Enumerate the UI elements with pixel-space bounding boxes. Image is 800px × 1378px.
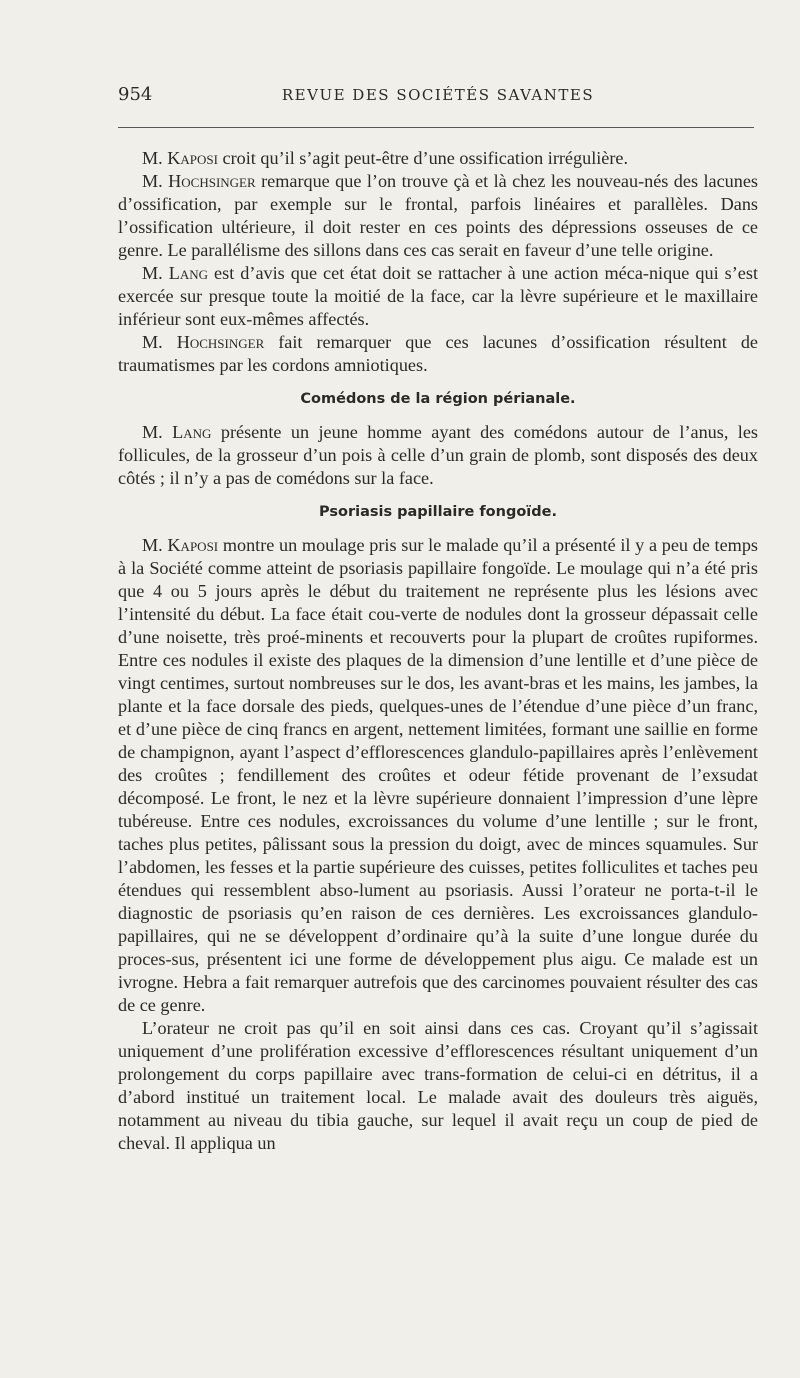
page-number: 954 bbox=[118, 84, 153, 105]
paragraph: M. Hochsinger fait remarquer que ces lacunes d’ossification résultent de traumatismes par les cordons amniotiques. bbox=[118, 332, 758, 375]
section-heading: Comédons de la région périanale. bbox=[300, 391, 576, 407]
page-header bbox=[118, 84, 758, 114]
paragraph: M. Kaposi montre un moulage pris sur le malade qu’il a présenté il y a peu de temps à la Société comme atteint de psoriasis papillaire fongoïde. Le moulage qui n’a été pris que 4 ou 5 jours après le début du traitement ne représente plus les lésions avec l’intensité du début. La face était cou-verte de nodules dont la grosseur dépassait celle d’une noisette, très proé-minents et recouverts pour la plupart de croûtes rupiformes. Entre ces nodules il existe des plaques de la dimension d’une lentille et d’une pièce de vingt centimes, surtout nombreuses sur le dos, les avant-bras et les mains, les jambes, la plante et la face dorsale des pieds, quelques-unes de l’étendue d’une pièce d’un franc, et d’une pièce de cinq francs en argent, nettement limitées, formant une saillie en forme de champignon, ayant l’aspect d’efflorescences glandulo-papillaires après l’enlèvement des croûtes ; fendillement des croûtes et odeur fétide provenant de l’exsudat décomposé. Le front, le nez et la lèvre supérieure donnaient l’impression d’une lèpre tubéreuse. Entre ces nodules, excroissances du volume d’une lentille ; sur le front, taches plus petites, pâlissant sous la pression du doigt, avec de minces squamules. Sur l’abdomen, les fesses et la partie supérieure des cuisses, petites folliculites et taches peu étendues qui ressemblent abso-lument au psoriasis. Aussi l’orateur ne porta-t-il le diagnostic de psoriasis qu’en raison de ces dernières. Les excroissances glandulo-papillaires, qui ne se développent d’ordinaire qu’à la suite d’une longue durée du proces-sus, présentent ici une forme de développement plus aigu. Ce malade est un ivrogne. Hebra a fait remarquer autrefois que des carcinomes pouvaient résulter des cas de ce genre. bbox=[118, 535, 758, 1015]
header-rule bbox=[118, 127, 754, 128]
paragraph: M. Hochsinger remarque que l’on trouve çà et là chez les nouveau-nés des lacunes d’ossification, par exemple sur le frontal, parfois linéaires et parallèles. Dans l’ossification ultérieure, il doit rester en ces points des dépressions osseuses de ce genre. Le parallélisme des sillons dans ces cas serait en faveur d’une telle origine. bbox=[118, 171, 758, 260]
paragraph: L’orateur ne croit pas qu’il en soit ainsi dans ces cas. Croyant qu’il s’agissait uniquement d’une prolifération excessive d’efflorescences résultant uniquement d’un prolongement du corps papillaire avec trans-formation de celui-ci en détritus, il a d’abord institué un traitement local. Le malade avait des douleurs très aiguës, notamment au niveau du tibia gauche, sur lequel il avait reçu un coup de pied de cheval. Il appliqua un bbox=[118, 1018, 758, 1153]
speaker-name: Kaposi bbox=[167, 148, 218, 168]
speaker-name: Lang bbox=[172, 422, 212, 442]
speaker-name: Kaposi bbox=[167, 535, 219, 555]
speaker-name: Hochsinger bbox=[176, 332, 265, 352]
running-title: REVUE DES SOCIÉTÉS SAVANTES bbox=[281, 86, 595, 104]
paragraph: M. Lang présente un jeune homme ayant des comédons autour de l’anus, les follicules, de la grosseur d’un pois à celle d’un grain de plomb, sont disposés des deux côtés ; il n’y a pas de comédons sur la face. bbox=[118, 422, 759, 488]
section-heading: Psoriasis papillaire fongoïde. bbox=[318, 504, 558, 520]
paragraph: M. Lang est d’avis que cet état doit se rattacher à une action méca-nique qui s’est exercée sur presque toute la moitié de la face, car la lèvre supérieure et le maxillaire inférieur sont eux-mêmes affectés. bbox=[118, 263, 758, 329]
article-body bbox=[118, 147, 758, 1155]
speaker-name: Hochsinger bbox=[168, 171, 256, 191]
speaker-name: Lang bbox=[168, 263, 209, 283]
paragraph: M. Kaposi croit qu’il s’agit peut-être d’une ossification irrégulière. bbox=[142, 148, 629, 168]
